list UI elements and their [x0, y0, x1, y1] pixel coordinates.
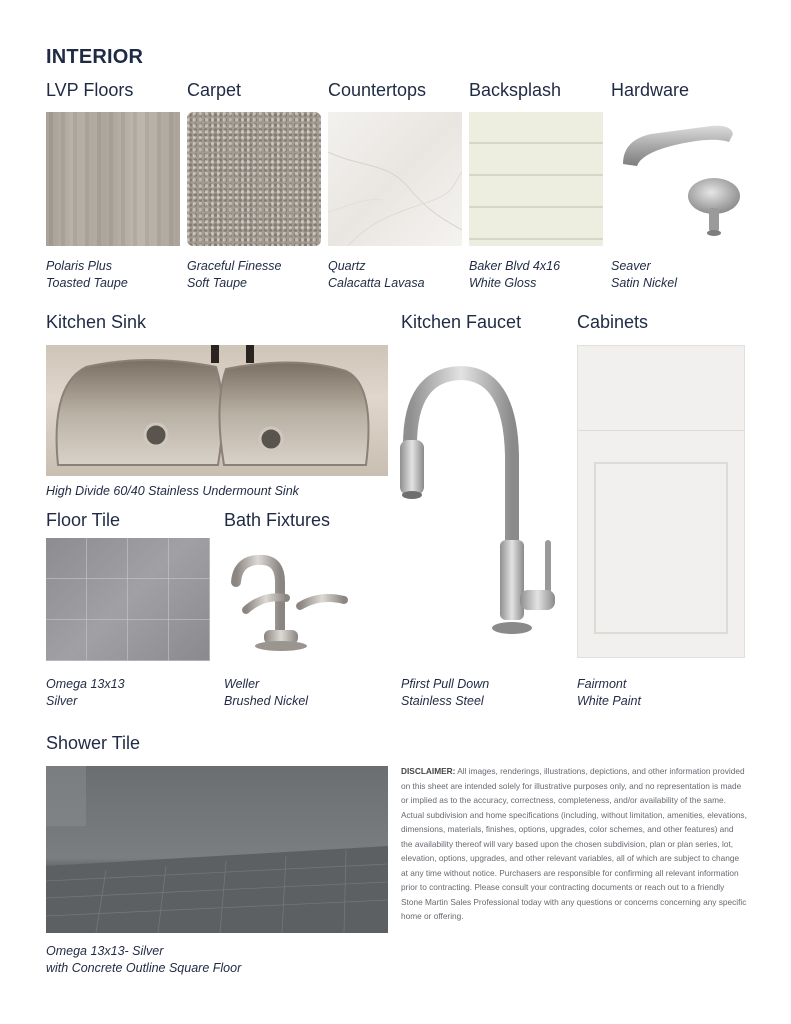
countertops-caption — [328, 258, 425, 292]
cabinets-heading: Cabinets — [577, 312, 649, 332]
bath-fixtures-name: Weller — [224, 677, 260, 691]
cabinet-rail — [578, 430, 744, 431]
quartz-veins — [328, 112, 462, 246]
backsplash-swatch — [469, 112, 603, 246]
disclaimer-label: DISCLAIMER: — [401, 766, 456, 776]
hardware-finish: Satin Nickel — [611, 276, 677, 290]
shower-tile-floor: with Concrete Outline Square Floor — [46, 961, 242, 975]
carpet-color: Soft Taupe — [187, 276, 248, 290]
backsplash-heading: Backsplash — [469, 80, 562, 100]
kitchen-sink-caption: High Divide 60/40 Stainless Undermount Sink — [46, 484, 299, 498]
pull-down-faucet-icon — [390, 345, 570, 645]
floor-tile-heading: Floor Tile — [46, 510, 121, 530]
shower-tile-image — [46, 766, 388, 933]
floor-tile-name: Omega 13x13 — [46, 677, 125, 691]
countertops-name: Quartz — [328, 259, 366, 273]
disclaimer — [401, 764, 747, 924]
cabinet-pull-icon — [611, 112, 745, 246]
cabinet-door-panel — [594, 462, 728, 634]
carpet-swatch — [187, 112, 321, 246]
floor-tile-color: Silver — [46, 694, 78, 708]
lvp-floors-swatch — [46, 112, 180, 246]
countertops-swatch — [328, 112, 462, 246]
hardware-name: Seaver — [611, 259, 651, 273]
cabinets-color: White Paint — [577, 694, 641, 708]
bath-fixtures-caption — [224, 676, 308, 710]
cabinets-name: Fairmont — [577, 677, 627, 691]
backsplash-color: White Gloss — [469, 276, 537, 290]
kitchen-faucet-caption — [401, 676, 489, 710]
backsplash-name: Baker Blvd 4x16 — [469, 259, 561, 273]
hardware-caption — [611, 258, 677, 292]
shower-tile-pattern — [46, 766, 388, 933]
lvp-floors-name: Polaris Plus — [46, 259, 112, 273]
double-sink-icon — [46, 345, 388, 476]
hardware-heading: Hardware — [611, 80, 690, 100]
kitchen-sink-image — [46, 345, 388, 476]
kitchen-faucet-heading: Kitchen Faucet — [401, 312, 522, 332]
bath-faucet-icon — [224, 538, 354, 661]
bath-fixtures-image — [224, 538, 354, 661]
lvp-floors-caption — [46, 258, 128, 292]
bath-fixtures-finish: Brushed Nickel — [224, 694, 309, 708]
disclaimer-text: All images, renderings, illustrations, depictions, and other information provided on this sheet are intended solely for illustrative purposes only, and no representation is made or implied as to the accuracy, correctness, completeness, and/or availability of the same. Actual subdivision and home specifications (including, without limitation, amenities, elevations, dimensions, materials, finishes, options, upgrades, color schemes, and other features) and the availability thereof will vary based upon the chosen subdivision, plan or plan series, lot, elevation, options, upgrades, and other relevant variables, all of which are subject to change at any time without notice. Purchasers are responsible for confirming all relevant information prior to contracting. Please consult your contracting documents or reach out to a friendly Stone Martin Sales Professional today with any questions or concerns concerning any specific home or offering. — [401, 766, 747, 921]
bath-fixtures-heading: Bath Fixtures — [224, 510, 331, 530]
carpet-caption — [187, 258, 281, 292]
kitchen-faucet-finish: Stainless Steel — [401, 694, 484, 708]
carpet-heading: Carpet — [187, 80, 242, 100]
page-title: INTERIOR — [46, 46, 144, 68]
lvp-floors-color: Toasted Taupe — [46, 276, 128, 290]
hardware-image — [611, 112, 745, 246]
countertops-heading: Countertops — [328, 80, 427, 100]
kitchen-faucet-name: Pfirst Pull Down — [401, 677, 490, 691]
floor-tile-caption — [46, 676, 125, 710]
carpet-name: Graceful Finesse — [187, 259, 282, 273]
shower-tile-name: Omega 13x13- Silver — [46, 944, 164, 958]
floor-tile-swatch — [46, 538, 210, 661]
kitchen-faucet-image — [390, 345, 570, 645]
lvp-floors-heading: LVP Floors — [46, 80, 134, 100]
kitchen-sink-heading: Kitchen Sink — [46, 312, 147, 332]
countertops-color: Calacatta Lavasa — [328, 276, 425, 290]
cabinets-swatch — [577, 345, 745, 658]
shower-tile-caption — [46, 943, 241, 977]
shower-tile-heading: Shower Tile — [46, 733, 141, 753]
backsplash-caption — [469, 258, 560, 292]
cabinets-caption — [577, 676, 641, 710]
